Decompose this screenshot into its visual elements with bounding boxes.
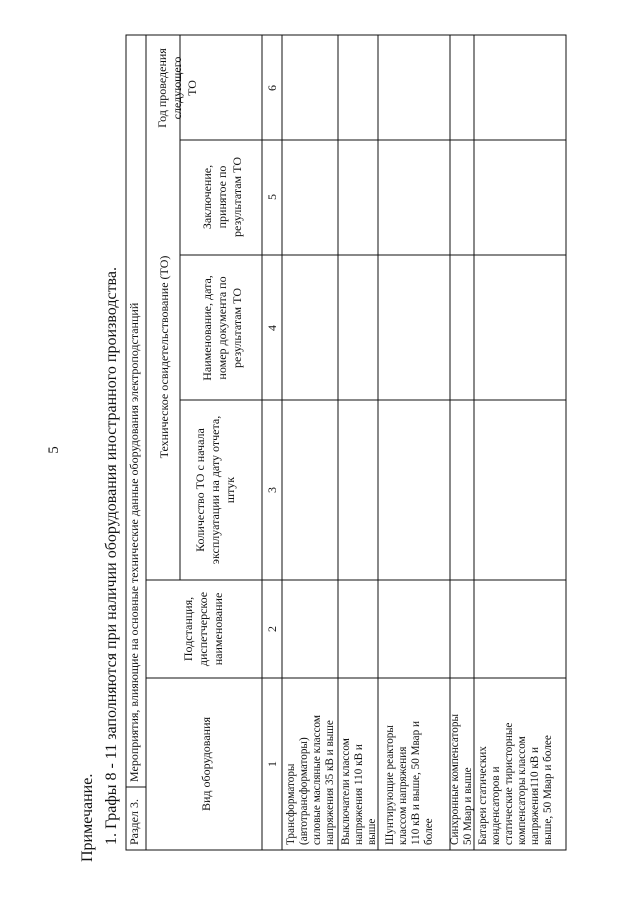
header-to-conclusion [200,157,244,237]
header-next-year-line: ТО [185,80,199,96]
header-to-count [193,416,237,564]
row-text-line: напряжения110 кВ и [529,746,541,845]
header-substation-line: Подстанция, [181,596,195,662]
column-number: 5 [265,194,279,200]
header-substation-line: наименование [211,592,225,666]
row-text-line: более [423,818,435,845]
row-text-line: напряжения 35 кВ и выше [324,720,336,845]
header-substation-line: диспетчерское [196,591,210,667]
header-to-doc-line: номер документа по [215,276,229,380]
header-equipment-type: Вид оборудования [199,716,213,812]
column-number: 1 [265,761,279,767]
row-text-line: компенсаторы классом [516,736,528,845]
row-text-line: выше, 50 Мвар и более [542,735,554,845]
row-text-line: напряжения 110 кВ и [353,744,365,845]
row-text-line: Трансформаторы [285,763,297,845]
column-number: 3 [265,487,279,493]
column-number: 2 [265,626,279,632]
column-number: 6 [265,85,279,91]
row-text-line: 50 Мвар и выше [462,767,474,845]
header-to-group: Техническое освидетельствование (ТО) [157,255,171,459]
column-number: 4 [265,325,279,331]
note-line: 1. Графы 8 - 11 заполняются при наличии оборудования иностранного производства. [103,266,120,845]
row-text-line: (автотрансформаторы) [298,737,310,845]
header-next-year [155,48,199,128]
header-to-doc [200,275,244,381]
section-label: Раздел 3. [127,799,141,845]
header-to-conclusion-line: Заключение, [200,164,214,230]
row-text-line: Синхронные компенсаторы [449,714,461,845]
table-row [340,738,378,845]
table-row [449,714,474,845]
row-text-line: конденсаторов и [490,766,502,845]
header-to-doc-line: результатам ТО [230,288,244,368]
header-next-year-line: Год проведения [155,48,169,128]
page-number: 5 [46,446,62,454]
note-heading: Примечание. [79,773,96,862]
row-text-line: Шунтирующие реакторы [384,725,396,845]
header-to-conclusion-line: принятое по [215,165,229,229]
header-to-doc-line: Наименование, дата, [200,275,214,381]
row-text-line: выше [366,818,378,845]
header-to-count-line: Количество ТО с начала [193,428,207,552]
header-to-conclusion-line: результатам ТО [230,157,244,237]
table-row [285,715,336,845]
column-number-row [265,85,279,767]
section-title: Мероприятия, влияющие на основные технические данные оборудования электроподстанций [127,302,141,782]
row-text-line: Батареи статических [477,746,489,845]
table-row [384,721,435,845]
row-text-line: силовые масляные классом [311,715,323,845]
header-to-count-line: штук [223,476,237,504]
header-substation [181,592,225,666]
row-text-line: Выключатели классом [340,738,352,845]
header-to-count-line: эксплуатации на дату отчета, [208,415,222,565]
row-text-line: классом напряжения [397,746,409,845]
table-row [477,723,554,845]
row-text-line: 110 кВ и выше, 50 Мвар и [410,720,422,845]
row-text-line: статические тиристорные [503,722,515,845]
table-grid [126,35,566,850]
header-next-year-line: следующего [170,56,184,120]
